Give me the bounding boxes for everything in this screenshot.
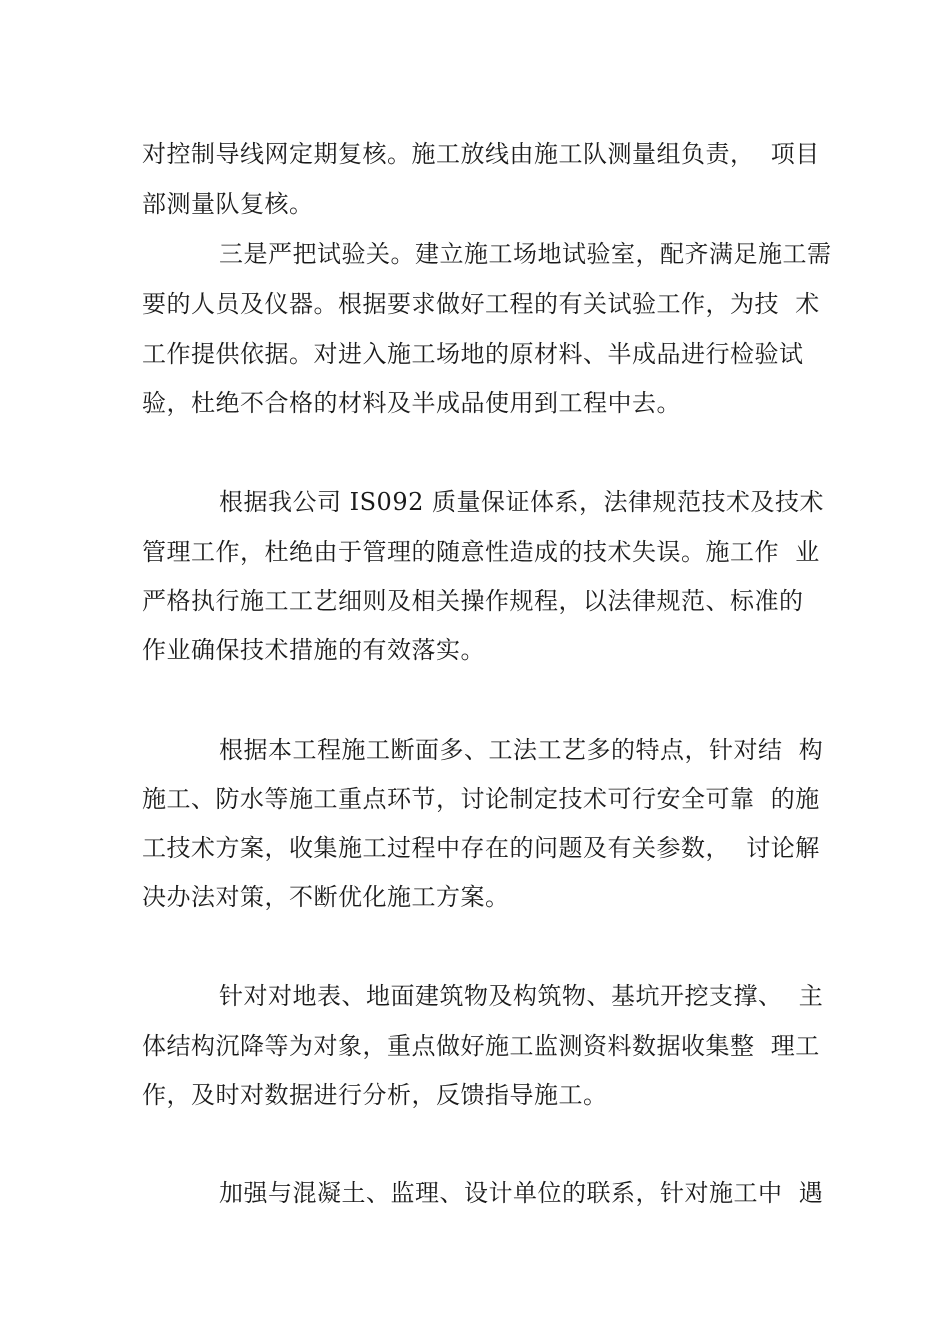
- paragraph-start-line: 根据我公司 IS092 质量保证体系，法律规范技术及技术: [219, 488, 824, 516]
- section-heading-8: [219, 1127, 919, 1161]
- text-line: 作业确保技术措施的有效落实。: [142, 636, 485, 664]
- text-line: 作，及时对数据进行分析，反馈指导施工。: [142, 1081, 608, 1109]
- text-line: 严格执行施工工艺细则及相关操作规程，以法律规范、标准的: [142, 587, 804, 615]
- section-heading-5: [219, 436, 919, 470]
- text-line: 工作提供依据。对进入施工场地的原材料、半成品进行检验试: [142, 340, 804, 368]
- text-line: 体结构沉降等为对象，重点做好施工监测资料数据收集整 理工: [142, 1032, 820, 1060]
- paragraph-start-line: 根据本工程施工断面多、工法工艺多的特点，针对结 构: [219, 736, 824, 764]
- text-line: 验，杜绝不合格的材料及半成品使用到工程中去。: [142, 389, 681, 417]
- section-heading-7: [219, 930, 919, 964]
- text-line: 对控制导线网定期复核。施工放线由施工队测量组负责， 项目: [142, 140, 820, 168]
- text-line: 部测量队复核。: [142, 190, 314, 218]
- text-line: 施工、防水等施工重点环节，讨论制定技术可行安全可靠 的施: [142, 785, 820, 813]
- paragraph-start-line: 三是严把试验关。建立施工场地试验室，配齐满足施工需: [219, 240, 832, 268]
- text-line: 要的人员及仪器。根据要求做好工程的有关试验工作，为技 术: [142, 290, 820, 318]
- text-line: 决办法对策，不断优化施工方案。: [142, 883, 510, 911]
- text-line: 工技术方案，收集施工过程中存在的问题及有关参数， 讨论解: [142, 834, 820, 862]
- paragraph-start-line: 加强与混凝土、监理、设计单位的联系，针对施工中 遇: [219, 1179, 824, 1207]
- paragraph-start-line: 针对对地表、地面建筑物及构筑物、基坑开挖支撑、 主: [219, 982, 824, 1010]
- section-heading-6: [219, 683, 919, 717]
- text-line: 管理工作，杜绝由于管理的随意性造成的技术失误。施工作 业: [142, 538, 820, 566]
